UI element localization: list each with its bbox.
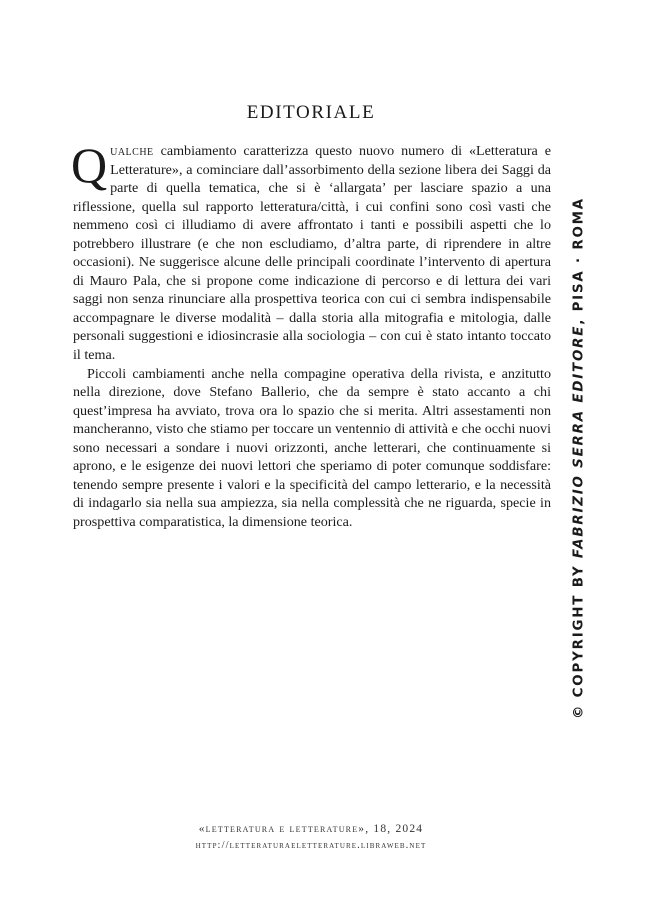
- copyright-suffix: , PISA · ROMA: [571, 197, 587, 325]
- page-title: EDITORIALE: [246, 102, 376, 123]
- copyright-prefix: © COPYRIGHT BY: [571, 558, 587, 719]
- copyright-notice: [572, 197, 587, 719]
- opening-smallcaps: ualche: [110, 143, 154, 159]
- footer-url[interactable]: http://letteraturaeletterature.libraweb.net: [195, 840, 427, 851]
- paragraph-2: Piccoli cambiamenti anche nella compagine operativa della rivista, e anzitutto nella direzione, dove Stefano Ballerio, che da sempre è stato accanto a chi quest’impresa ha avviato, trova ora lo spazio che si merita. Altri assestamenti non mancheranno, visto che stiamo per toccare un ventennio di attività e che occhi nuovi sono necessari a sondare i nuovi orizzonti, anche letterari, che continuamente si aprono, e le esigenze dei nuovi lettori che speriamo di poter comunque soddisfare: tenendo sempre presente i valori e la specificità del campo letterario, e la necessità di indagarlo sia nella sua ampiezza, sia nella complessità che ne riguarda, specie in prospettiva comparatistica, la dimensione teorica.: [73, 365, 551, 530]
- editorial-body: [71, 137, 551, 531]
- copyright-publisher: FABRIZIO SERRA EDITORE: [571, 324, 587, 559]
- paragraph-1: [71, 137, 551, 365]
- paragraph-1-text: cambiamento caratterizza questo nuovo numero di «Letteratura e Letterature», a cominciare dall’assorbimento della sezione libera dei Saggi da parte di quella tematica, che si è ‘allargata’ per lasciare spazio a una riflessione, quella sul rapporto letteratura/città, i cui confini sono così vasti che nemmeno così ci illudiamo di avere affrontato i tanti e possibili aspetti che lo potrebbero illustrare (e che non escludiamo, d’altra parte, di riprendere in altre occasioni). Ne suggerisce alcune delle principali coordinate l’intervento di apertura di Mauro Pala, che si propone come indicazione di percorso e di lettura dei vari saggi non senza rinunciare alla prospettiva teorica con cui ci sembra indispensabile accompagnare le diverse modalità – dalla storia alla mitografia e mitologia, dalle personali suggestioni e idiosincrasie alla sociologia – con cui è stato intanto toccato il tema.: [73, 143, 551, 364]
- drop-cap: Q: [71, 137, 108, 193]
- footer-journal-citation: «letteratura e letterature», 18, 2024: [198, 823, 424, 835]
